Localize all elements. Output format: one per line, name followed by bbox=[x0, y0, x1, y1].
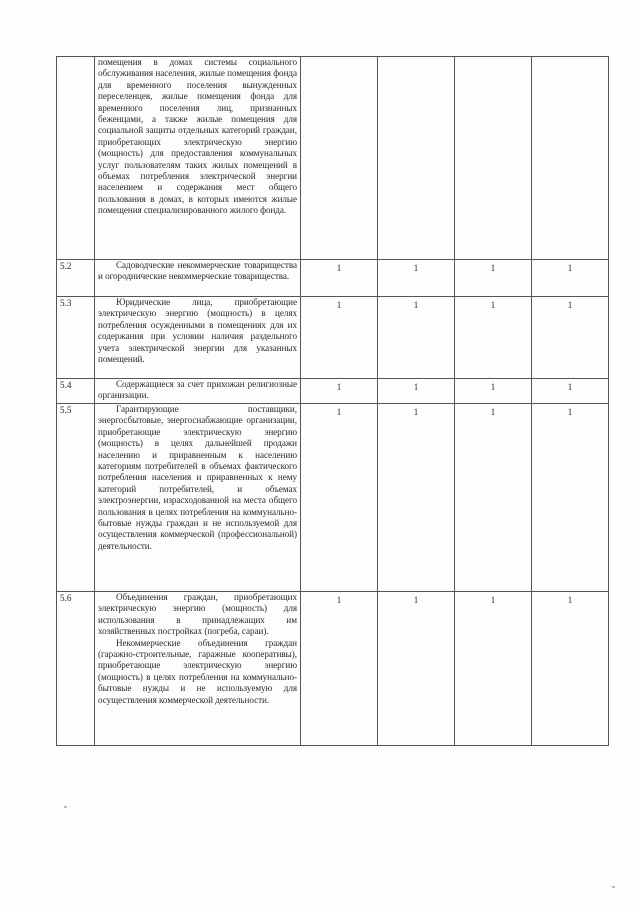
row-number: 5.6 bbox=[57, 592, 95, 746]
value-cell: 1 bbox=[455, 404, 532, 592]
row-number: 5.3 bbox=[57, 297, 95, 379]
value-cell: 1 bbox=[301, 592, 378, 746]
value-cell: 1 bbox=[532, 297, 609, 379]
row-description bbox=[95, 57, 301, 260]
tariff-table bbox=[56, 56, 609, 746]
value-cell bbox=[532, 57, 609, 260]
value-cell: 1 bbox=[378, 592, 455, 746]
value-cell: 1 bbox=[455, 297, 532, 379]
value-cell: 1 bbox=[378, 404, 455, 592]
row-number: 5.2 bbox=[57, 260, 95, 297]
table-row bbox=[57, 379, 609, 404]
description-paragraph: Садоводческие некоммерческие товарищества и огороднические некоммерческие товарищества. bbox=[98, 260, 297, 282]
row-description bbox=[95, 592, 301, 746]
value-cell bbox=[455, 57, 532, 260]
row-number: 5.5 bbox=[57, 404, 95, 592]
row-description bbox=[95, 379, 301, 404]
row-number: 5.4 bbox=[57, 379, 95, 404]
row-description bbox=[95, 297, 301, 379]
table-row bbox=[57, 260, 609, 297]
description-paragraph: Объединения граждан, приобретающих электрическую энергию (мощность) для использования в принадлежащих им хозяйственных постройках (погреба, сараи). bbox=[98, 592, 297, 637]
table-row bbox=[57, 592, 609, 746]
value-cell: 1 bbox=[532, 260, 609, 297]
row-description bbox=[95, 404, 301, 592]
value-cell: 1 bbox=[378, 379, 455, 404]
row-description bbox=[95, 260, 301, 297]
value-cell: 1 bbox=[532, 592, 609, 746]
row-number bbox=[57, 57, 95, 260]
table-row bbox=[57, 57, 609, 260]
description-paragraph: Гарантирующие поставщики, энергосбытовые, энергоснабжающие организации, приобретающие электрическую энергию (мощность) в целях дальнейшей продажи населению и приравненным к населению категориям потребителей в объемах фактического потребления населения и приравненных к нему категорий потребителей, и объемах электроэнергии, израсходованной на места общего пользования в целях потребления на коммунально-бытовые нужды граждан и не используемой для осуществления коммерческой (профессиональной) деятельности. bbox=[98, 404, 297, 551]
value-cell: 1 bbox=[378, 260, 455, 297]
table-row bbox=[57, 297, 609, 379]
table-row bbox=[57, 404, 609, 592]
value-cell: 1 bbox=[301, 404, 378, 592]
description-paragraph: помещения в домах системы социального обслуживания населения, жилые помещения фонда для временного поселения вынужденных переселенцев, жилые помещения фонда для временного поселения лиц, признанных беженцами, а также жилые помещения для социальной защиты отдельных категорий граждан, приобретающих электрическую энергию (мощность) для предоставления коммунальных услуг пользователям таких жилых помещений в объемах потребления электрической энергии населением и содержания мест общего пользования в домах, в которых имеются жилые помещения специализированного жилого фонда. bbox=[98, 57, 297, 216]
value-cell: 1 bbox=[378, 297, 455, 379]
value-cell: 1 bbox=[301, 297, 378, 379]
description-paragraph: Некоммерческие объединения граждан (гаражно-строительные, гаражные кооперативы), приобретающие электрическую энергию (мощность) в целях потребления на коммунально-бытовые нужды и не используемую для осуществления коммерческой деятельности. bbox=[98, 637, 297, 705]
value-cell: 1 bbox=[301, 379, 378, 404]
value-cell bbox=[301, 57, 378, 260]
value-cell: 1 bbox=[455, 592, 532, 746]
value-cell: 1 bbox=[532, 379, 609, 404]
description-paragraph: Юридические лица, приобретающие электрическую энергию (мощность) в целях потребления осужденными в помещениях для их содержания при условии наличия раздельного учета электрической энергии для указанных помещений. bbox=[98, 297, 297, 365]
scan-speck bbox=[612, 886, 615, 888]
value-cell bbox=[378, 57, 455, 260]
value-cell: 1 bbox=[301, 260, 378, 297]
scan-speck bbox=[64, 806, 67, 808]
value-cell: 1 bbox=[455, 260, 532, 297]
description-paragraph: Содержащиеся за счет прихожан религиозные организации. bbox=[98, 379, 297, 401]
value-cell: 1 bbox=[532, 404, 609, 592]
value-cell: 1 bbox=[455, 379, 532, 404]
